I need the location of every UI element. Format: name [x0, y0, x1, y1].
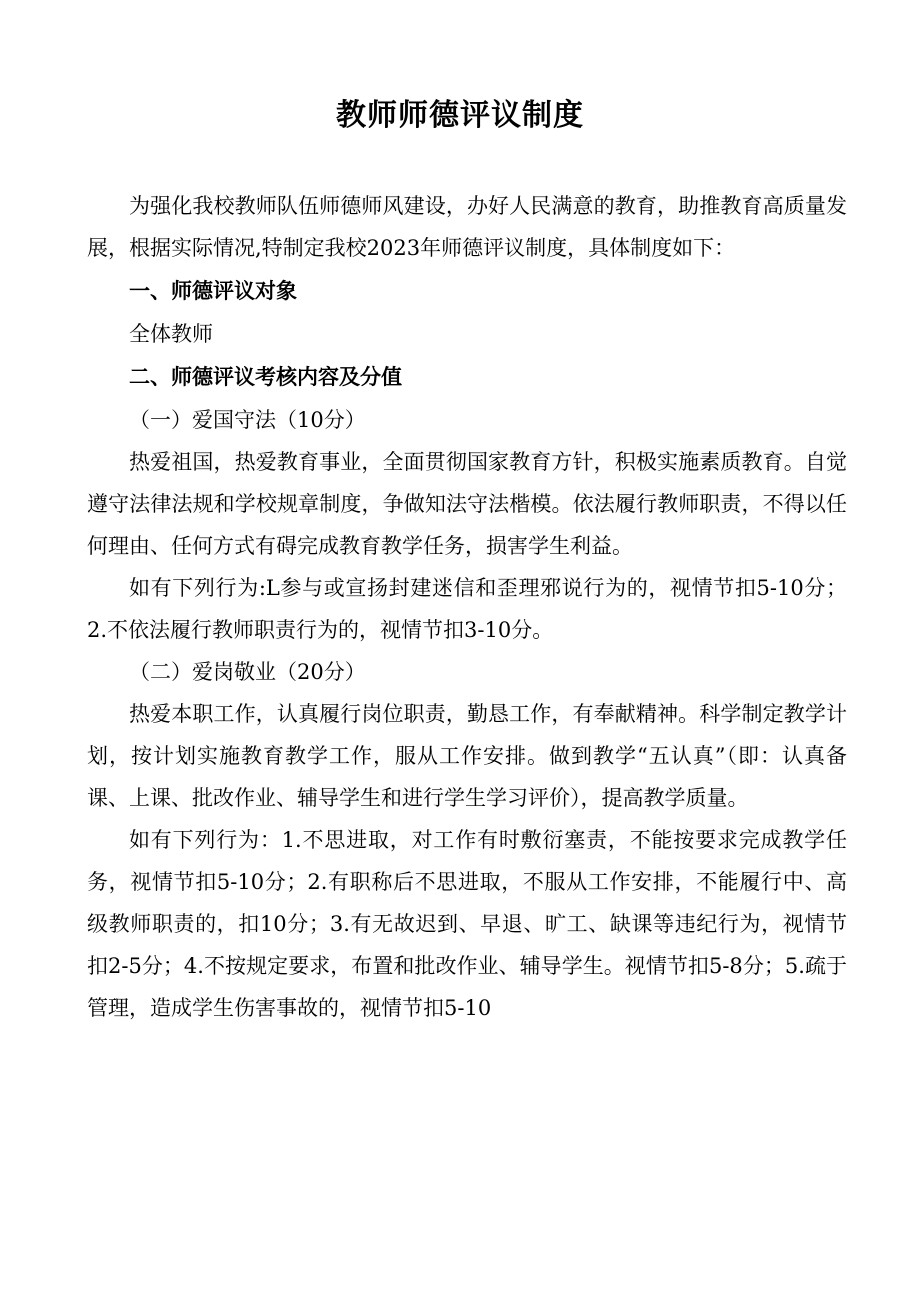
item-1-description: 热爱祖国，热爱教育事业，全面贯彻国家教育方针，积极实施素质教育。自觉遵守法律法规和学校规章制度，争做知法守法楷模。依法履行教师职责，不得以任何理由、任何方式有碍完成教育教学任务，损害学生利益。 [87, 450, 847, 558]
section-1-content: 全体教师 [129, 322, 213, 346]
section-2-heading: 二、师德评议考核内容及分值 [129, 365, 402, 389]
item-2-description: 热爱本职工作，认真履行岗位职责，勤恳工作，有奉献精神。科学制定教学计划，按计划实施教育教学工作，服从工作安排。做到教学“五认真”（即：认真备课、上课、批改作业、辅导学生和进行学生学习评价），提高教学质量。 [87, 702, 847, 810]
document-title: 教师师德评议制度 [336, 98, 584, 133]
item-2-penalties: 如有下列行为：1.不思进取，对工作有时敷衍塞责，不能按要求完成教学任务，视情节扣5-10分；2.有职称后不思进取，不服从工作安排，不能履行中、高级教师职责的，扣10分；3.有无故迟到、早退、旷工、缺课等违纪行为，视情节扣2-5分；4.不按规定要求，布置和批改作业、辅导学生。视情节扣5-8分；5.疏于管理，造成学生伤害事故的，视情节扣5-10 [87, 828, 847, 1020]
item-1-subheading: （一）爱国守法（10分） [129, 408, 366, 432]
section-1-heading: 一、师德评议对象 [129, 279, 297, 303]
document-body [87, 185, 847, 1029]
intro-paragraph: 为强化我校教师队伍师德师风建设，办好人民满意的教育，助推教育高质量发展，根据实际情况,特制定我校2023年师德评议制度，具体制度如下： [87, 194, 847, 260]
item-2-subheading: （二）爱岗敬业（20分） [129, 660, 366, 684]
item-1-penalties: 如有下列行为:L参与或宣扬封建迷信和歪理邪说行为的，视情节扣5-10分；2.不依法履行教师职责行为的，视情节扣3-10分。 [87, 576, 847, 642]
